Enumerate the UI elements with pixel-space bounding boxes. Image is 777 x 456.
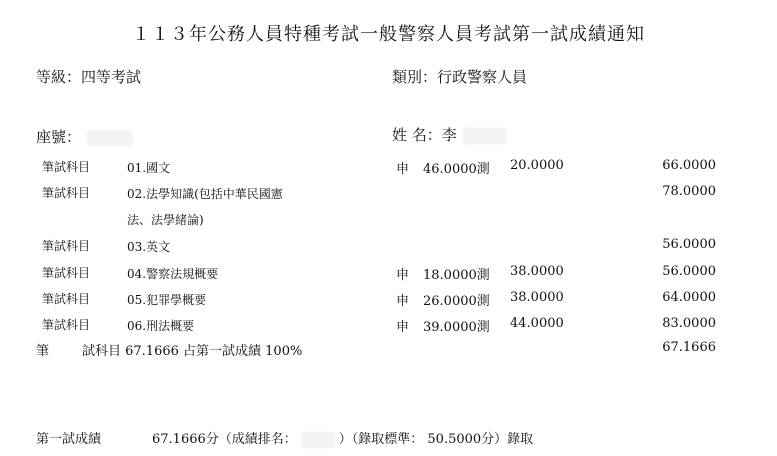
subject-score-1: 18.0000測	[423, 268, 490, 283]
seat-number-label: 座號：	[36, 128, 82, 146]
subject-row-label: 筆試科目	[42, 186, 91, 200]
subject-total: 66.0000	[662, 158, 716, 173]
first-stage-score-value: 67.1666分（成績排名：	[152, 432, 297, 447]
subject-mark: 申	[396, 294, 410, 309]
subject-name: 02.法學知識(包括中華民國憲	[127, 187, 283, 201]
subject-name: 03.英文	[127, 240, 171, 254]
exam-level: 等級：四等考試	[36, 68, 142, 86]
subject-score-1: 46.0000測	[423, 162, 490, 177]
subject-total: 78.0000	[662, 184, 716, 199]
exam-category: 類別：行政警察人員	[392, 68, 528, 86]
subject-score-1: 39.0000測	[423, 320, 490, 335]
first-stage-score-line	[152, 428, 533, 448]
subject-name: 04.警察法規概要	[127, 267, 219, 281]
page-title: １１３年公務人員特種考試一般警察人員考試第一試成績通知	[132, 24, 645, 45]
subject-row-label: 筆試科目	[42, 292, 91, 306]
seat-number-field	[36, 126, 133, 147]
subject-row-label: 筆試科目	[42, 266, 91, 280]
subject-total: 83.0000	[662, 316, 716, 331]
first-stage-score-label: 第一試成績	[36, 432, 102, 447]
candidate-name-redacted	[463, 128, 507, 144]
subject-total: 56.0000	[662, 264, 716, 279]
summary-total: 67.1666	[662, 340, 716, 355]
subject-score-1: 26.0000測	[423, 294, 490, 309]
admission-standard: ）（錄取標準： 50.5000分）錄取	[338, 432, 534, 447]
subject-mark: 申	[396, 268, 410, 283]
subject-name-continued: 法、法學緒論)	[127, 213, 204, 227]
rank-redacted	[301, 432, 335, 448]
candidate-name-label: 姓 名：李	[392, 126, 457, 144]
subject-name: 05.犯罪學概要	[127, 293, 207, 307]
subject-score-2: 20.0000	[510, 158, 564, 173]
subject-total: 64.0000	[662, 290, 716, 305]
subject-score-2: 38.0000	[510, 264, 564, 279]
summary-text: 試科目 67.1666 占第一試成績 100%	[82, 344, 303, 359]
subject-mark: 申	[396, 320, 410, 335]
subject-name: 06.刑法概要	[127, 319, 195, 333]
candidate-name-field	[392, 124, 507, 145]
subject-score-2: 38.0000	[510, 290, 564, 305]
subject-total: 56.0000	[662, 237, 716, 252]
subject-row-label: 筆試科目	[42, 318, 91, 332]
summary-prefix: 筆	[36, 344, 50, 359]
subject-row-label: 筆試科目	[42, 160, 91, 174]
subject-score-2: 44.0000	[510, 316, 564, 331]
subject-mark: 申	[396, 162, 410, 177]
subject-name: 01.國文	[127, 161, 171, 175]
subject-row-label: 筆試科目	[42, 239, 91, 253]
seat-number-redacted	[87, 130, 133, 146]
